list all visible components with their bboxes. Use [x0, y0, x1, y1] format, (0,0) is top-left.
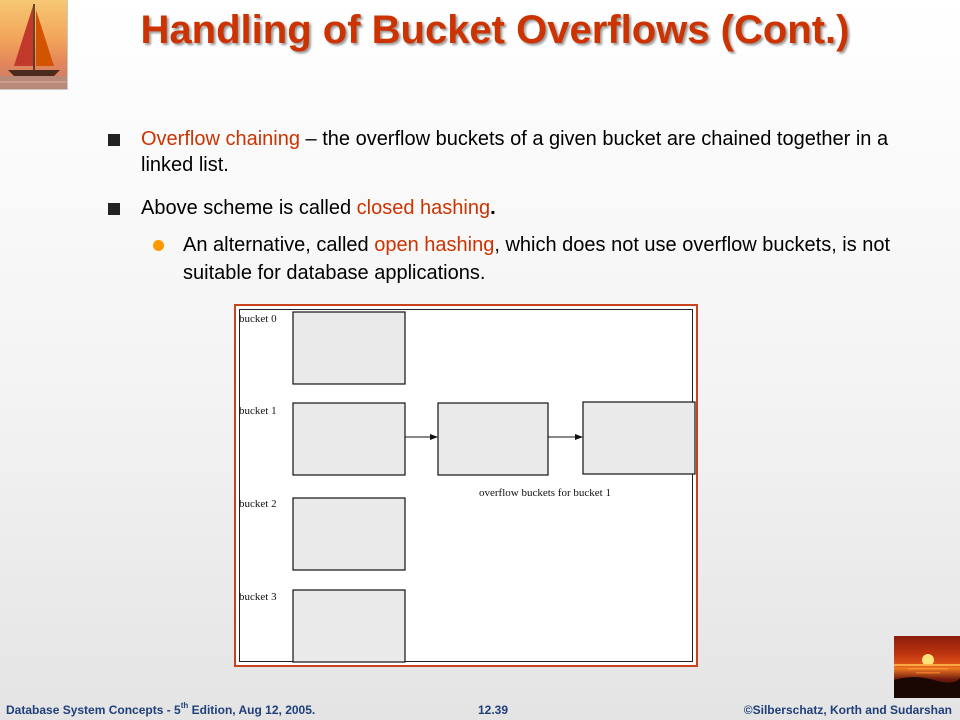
bullet-list: [108, 126, 928, 287]
bucket-label: bucket 0: [239, 313, 277, 325]
square-bullet-icon: [108, 203, 120, 215]
overflow-bucket-box: [583, 402, 695, 474]
bullet-closed-hashing: [108, 195, 928, 221]
bucket-box: [293, 312, 405, 384]
bullet-text: Above scheme is called: [141, 197, 357, 219]
bucket-label: bucket 3: [239, 591, 277, 603]
bucket-box: [293, 498, 405, 570]
highlight-open-hashing: open hashing: [374, 234, 495, 256]
square-bullet-icon: [108, 134, 120, 146]
footer-superscript: th: [180, 701, 189, 710]
overflow-bucket-box: [438, 403, 548, 475]
bucket-box: [293, 403, 405, 475]
footer-book-info: [6, 703, 315, 717]
sub-bullet-open-hashing: [153, 231, 928, 287]
bucket-label: bucket 2: [239, 498, 277, 510]
bucket-box: [293, 590, 405, 662]
overflow-chaining-diagram: [234, 304, 698, 667]
footer-page-number: 12.39: [478, 703, 509, 717]
footer-copyright: ©Silberschatz, Korth and Sudarshan: [743, 703, 952, 717]
bullet-text: – the overflow buckets of a given bucket are chained together in a linked list.: [141, 128, 889, 176]
slide-title: Handling of Bucket Overflows (Cont.): [140, 8, 850, 52]
bucket-label: bucket 1: [239, 405, 277, 417]
sub-bullet-text: An alternative, called: [183, 234, 375, 256]
bullet-period: .: [490, 197, 496, 219]
slide-footer: [0, 700, 960, 720]
footer-book-prefix: Database System Concepts - 5: [6, 703, 181, 717]
overflow-caption: overflow buckets for bucket 1: [479, 487, 611, 499]
sub-bullet-text: , which does not use overflow buckets, is not suitable for database applications.: [183, 234, 891, 284]
round-bullet-icon: [153, 240, 164, 251]
sunset-logo-image: [894, 636, 960, 698]
sailboat-logo-image: [0, 0, 68, 90]
highlight-overflow-chaining: Overflow chaining: [141, 128, 300, 150]
bullet-overflow-chaining: [108, 126, 928, 178]
highlight-closed-hashing: closed hashing: [356, 197, 491, 219]
footer-book-suffix: Edition, Aug 12, 2005.: [188, 703, 316, 717]
